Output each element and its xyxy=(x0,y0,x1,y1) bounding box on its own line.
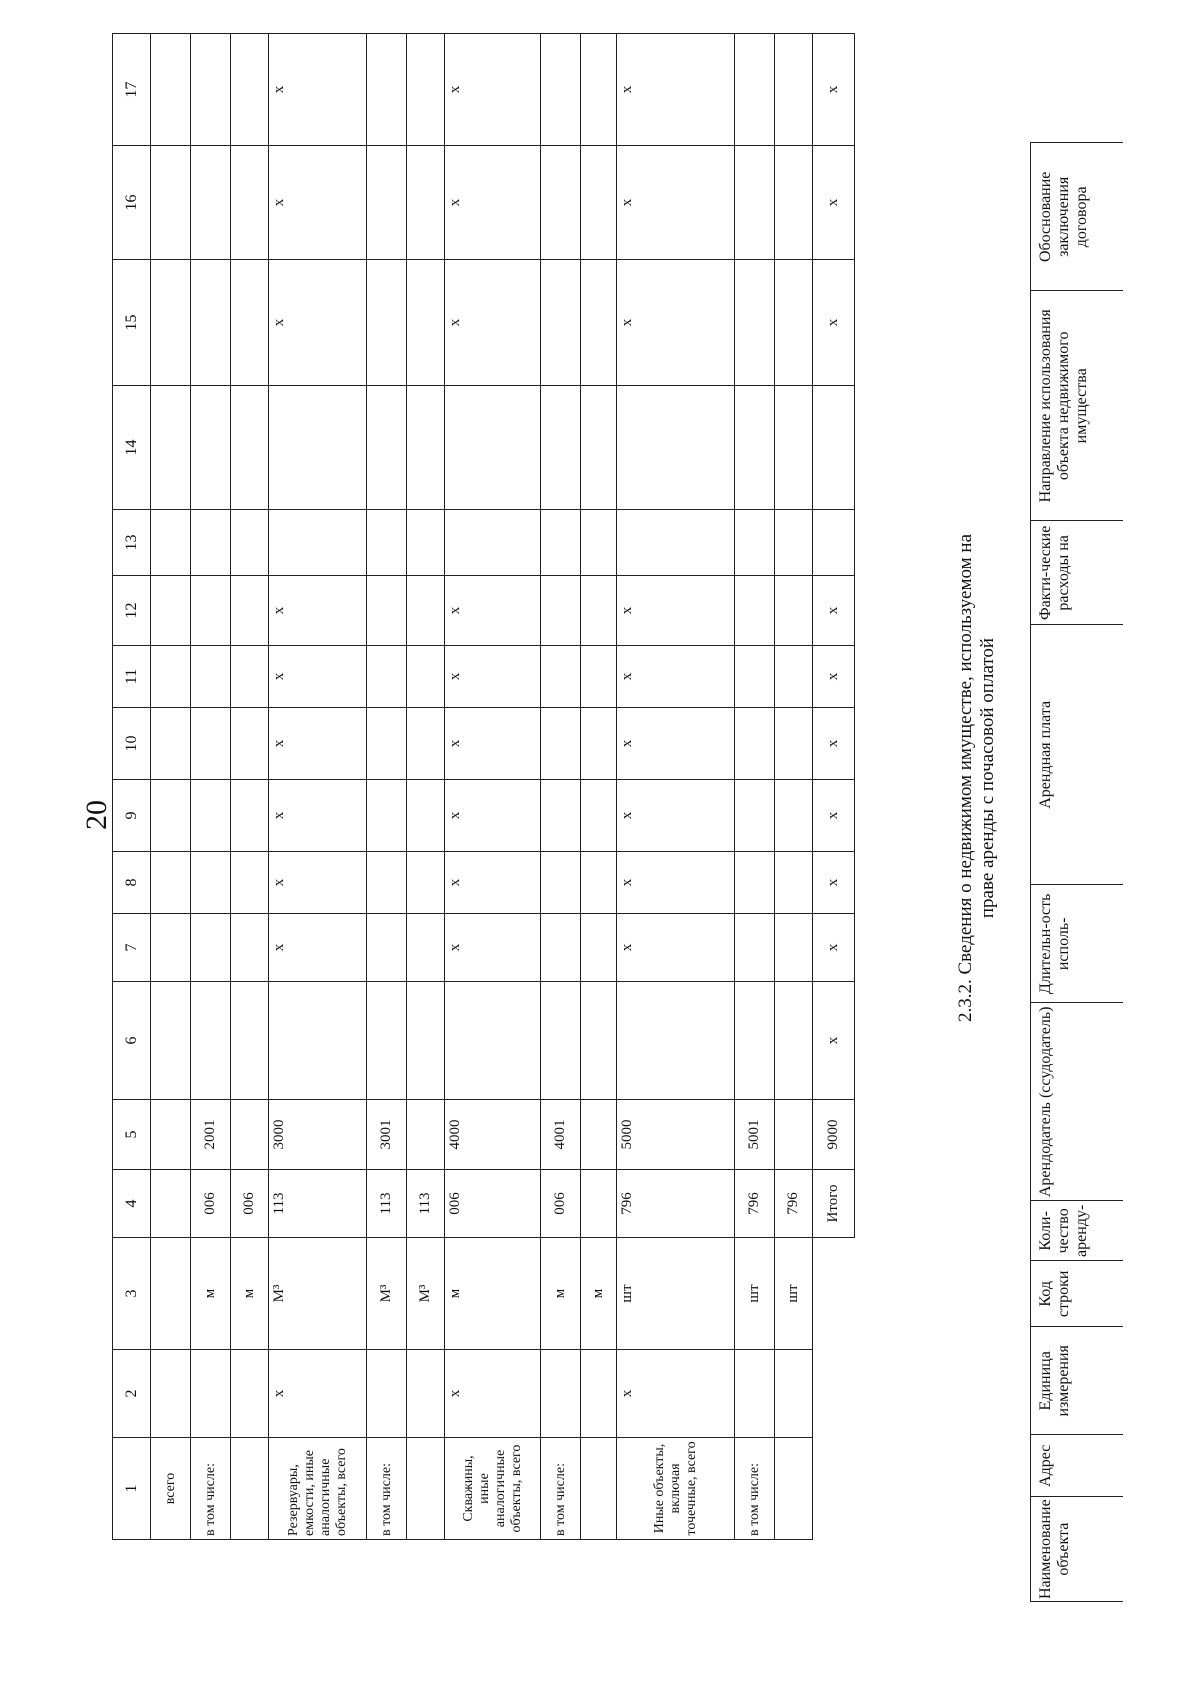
unit-cell: м xyxy=(581,1238,617,1350)
row-code-cell: 4000 xyxy=(445,1100,541,1170)
row-code-cell: 3001 xyxy=(367,1100,407,1170)
x-mark: х xyxy=(617,852,735,914)
unit-cell: м xyxy=(541,1238,581,1350)
unit-cell: шт xyxy=(775,1238,813,1350)
col-header: Единица измерения xyxy=(1031,1327,1124,1435)
unit-cell: шт xyxy=(735,1238,775,1350)
okei-cell: 796 xyxy=(617,1170,735,1238)
x-mark: х xyxy=(269,852,367,914)
unit-cell: М³ xyxy=(407,1238,445,1350)
col-header: Коли-чество аренду- xyxy=(1031,1201,1124,1261)
x-mark: х xyxy=(813,576,855,646)
col-header: 13 xyxy=(113,510,151,576)
okei-cell: 796 xyxy=(775,1170,813,1238)
col-header: 2 xyxy=(113,1350,151,1438)
table-row xyxy=(617,34,735,1540)
table-row xyxy=(231,34,269,1540)
x-mark: х xyxy=(445,1350,541,1438)
col-header: Факти-ческие расходы на xyxy=(1031,521,1124,625)
x-mark: х xyxy=(813,260,855,386)
col-header: 4 xyxy=(113,1170,151,1238)
row-label: Скважины, иные аналогичные объекты, всего xyxy=(445,1438,541,1540)
unit-cell: шт xyxy=(617,1238,735,1350)
col-header: 3 xyxy=(113,1238,151,1350)
section-title: 2.3.2. Сведения о недвижимом имуществе, используемом на праве аренды с почасовой оплатой xyxy=(955,533,998,1023)
table-row-total xyxy=(813,34,855,1540)
row-label: в том числе: xyxy=(541,1438,581,1540)
x-mark: х xyxy=(269,260,367,386)
table-header-row xyxy=(113,34,151,1540)
table-row xyxy=(445,34,541,1540)
x-mark: х xyxy=(617,1350,735,1438)
row-label: в том числе: xyxy=(735,1438,775,1540)
x-mark: х xyxy=(445,260,541,386)
x-mark: х xyxy=(617,260,735,386)
x-mark: х xyxy=(445,852,541,914)
okei-cell: 796 xyxy=(735,1170,775,1238)
row-code-cell: 4001 xyxy=(541,1100,581,1170)
row-label: всего xyxy=(151,1438,191,1540)
x-mark: х xyxy=(617,646,735,708)
okei-cell: 113 xyxy=(269,1170,367,1238)
x-mark: х xyxy=(445,576,541,646)
col-header: Арендодатель (ссудодатель) xyxy=(1031,1003,1124,1201)
table-row xyxy=(407,34,445,1540)
table-row xyxy=(191,34,231,1540)
x-mark: х xyxy=(813,780,855,852)
x-mark: х xyxy=(617,146,735,260)
table-row xyxy=(775,34,813,1540)
row-label: Иные объекты, включая точечные, всего xyxy=(617,1438,735,1540)
x-mark: х xyxy=(269,146,367,260)
col-header: Направление использования объекта недвижимого имущества xyxy=(1031,291,1124,521)
x-mark: х xyxy=(445,146,541,260)
okei-cell: 006 xyxy=(231,1170,269,1238)
x-mark: х xyxy=(445,708,541,780)
col-header: 14 xyxy=(113,386,151,510)
x-mark: х xyxy=(813,708,855,780)
col-header: 11 xyxy=(113,646,151,708)
col-header: Обоснование заключения договора xyxy=(1031,143,1124,291)
okei-cell: 006 xyxy=(445,1170,541,1238)
col-header: 12 xyxy=(113,576,151,646)
col-header: 10 xyxy=(113,708,151,780)
table-row xyxy=(367,34,407,1540)
col-header: 8 xyxy=(113,852,151,914)
row-label: в том числе: xyxy=(367,1438,407,1540)
col-header: 17 xyxy=(113,34,151,146)
x-mark: х xyxy=(445,780,541,852)
table-row xyxy=(581,34,617,1540)
x-mark: х xyxy=(445,34,541,146)
unit-cell: м xyxy=(191,1238,231,1350)
col-header: 5 xyxy=(113,1100,151,1170)
col-header: Наименование объекта xyxy=(1031,1497,1124,1602)
col-header: 6 xyxy=(113,982,151,1100)
x-mark: х xyxy=(813,852,855,914)
rental-header-table xyxy=(1030,142,1123,1602)
unit-cell: М³ xyxy=(269,1238,367,1350)
x-mark: х xyxy=(617,780,735,852)
x-mark: х xyxy=(813,914,855,982)
rental-header-row xyxy=(1031,143,1124,1602)
property-table xyxy=(112,33,855,1540)
x-mark: х xyxy=(269,780,367,852)
okei-cell: 113 xyxy=(367,1170,407,1238)
col-header: 16 xyxy=(113,146,151,260)
col-header: Арендная плата xyxy=(1031,625,1124,885)
x-mark: х xyxy=(269,646,367,708)
col-header: Код строки xyxy=(1031,1261,1124,1327)
row-code-cell: 5000 xyxy=(617,1100,735,1170)
x-mark: х xyxy=(617,708,735,780)
x-mark: х xyxy=(617,576,735,646)
unit-cell: м xyxy=(445,1238,541,1350)
col-header: Адрес xyxy=(1031,1435,1124,1497)
row-code-cell: 9000 xyxy=(813,1100,855,1170)
x-mark: х xyxy=(813,646,855,708)
x-mark: х xyxy=(813,146,855,260)
x-mark: х xyxy=(813,34,855,146)
okei-cell: 006 xyxy=(541,1170,581,1238)
x-mark: х xyxy=(617,914,735,982)
row-code-cell: 5001 xyxy=(735,1100,775,1170)
row-code-cell: 2001 xyxy=(191,1100,231,1170)
col-header: 7 xyxy=(113,914,151,982)
col-header: Длительн-ость исполь- xyxy=(1031,885,1124,1003)
unit-cell: М³ xyxy=(367,1238,407,1350)
x-mark: х xyxy=(813,982,855,1100)
row-label: в том числе: xyxy=(191,1438,231,1540)
okei-cell: 113 xyxy=(407,1170,445,1238)
x-mark: х xyxy=(617,34,735,146)
table-row xyxy=(269,34,367,1540)
x-mark: х xyxy=(269,1350,367,1438)
row-label: Резервуары, емкости, иные аналогичные объекты, всего xyxy=(269,1438,367,1540)
x-mark: х xyxy=(269,708,367,780)
x-mark: х xyxy=(269,34,367,146)
total-label: Итого xyxy=(813,1170,855,1238)
table-row xyxy=(735,34,775,1540)
row-code-cell: 3000 xyxy=(269,1100,367,1170)
table-row xyxy=(541,34,581,1540)
col-header: 9 xyxy=(113,780,151,852)
unit-cell: м xyxy=(231,1238,269,1350)
col-header: 15 xyxy=(113,260,151,386)
x-mark: х xyxy=(445,646,541,708)
x-mark: х xyxy=(269,576,367,646)
page-number: 20 xyxy=(80,800,113,830)
x-mark: х xyxy=(445,914,541,982)
okei-cell: 006 xyxy=(191,1170,231,1238)
col-header: 1 xyxy=(113,1438,151,1540)
table-row xyxy=(151,34,191,1540)
x-mark: х xyxy=(269,914,367,982)
